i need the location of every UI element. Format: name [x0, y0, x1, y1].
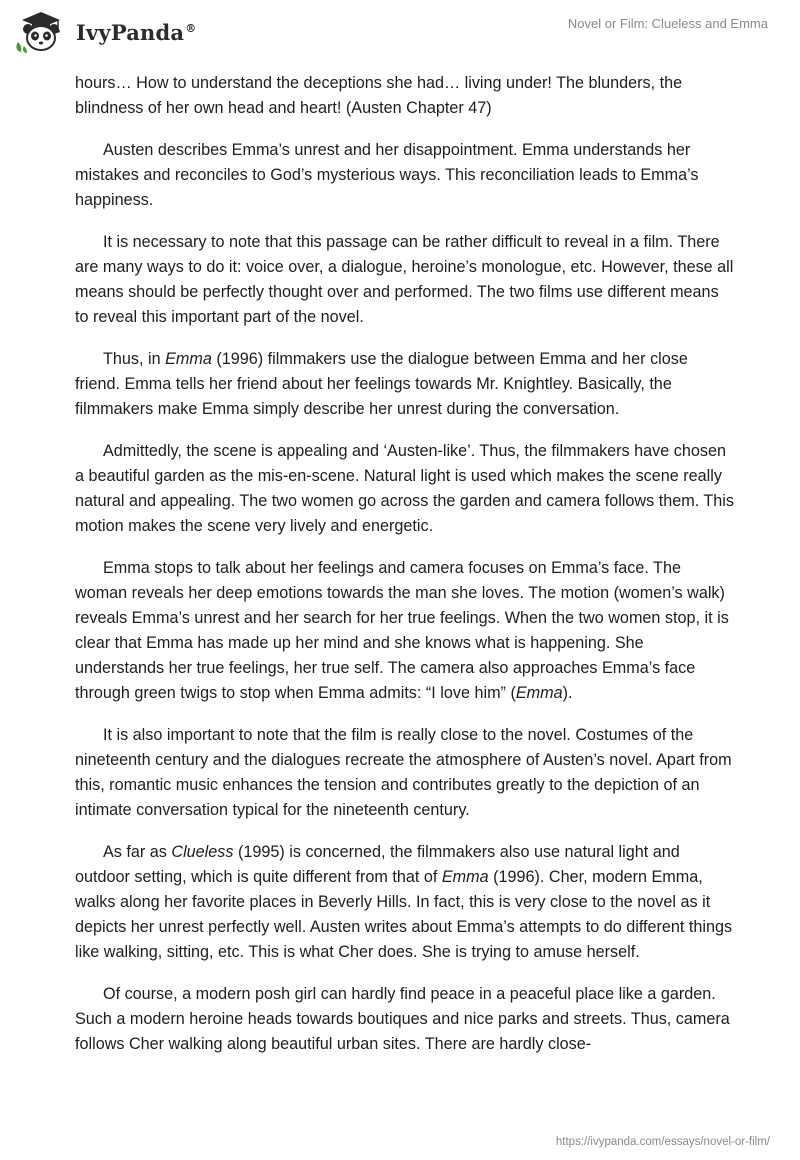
panda-graduate-icon [14, 10, 68, 54]
italic-title: Emma [441, 868, 489, 886]
essay-body [75, 71, 735, 1074]
registered-mark: ® [185, 21, 197, 35]
italic-title: Emma [515, 684, 563, 702]
paragraph-text: (1995) is concerned, the filmmakers also use natural light and outdoor setting, which is quite different from that of [75, 843, 680, 886]
ivypanda-logo[interactable] [14, 10, 196, 54]
paragraph-text: Emma stops to talk about her feelings and camera focuses on Emma’s face. The woman reveals her deep emotions towards the man she loves. The motion (women’s walk) reveals Emma’s unrest and her search for her true feelings. When the two women stop, it is clear that Emma has made up her mind and she knows what is happening. She understands her true feelings, her true self. The camera also approaches Emma’s face through green twigs to stop when Emma admits: “I love him” ( [75, 559, 729, 702]
paragraph-text: ). [562, 684, 573, 702]
paragraph-text: hours… How to understand the deceptions she had… living under! The blunders, the blindness of her own head and heart! (Austen Chapter 47) [75, 74, 683, 117]
body-paragraph [75, 230, 735, 330]
body-paragraph [75, 723, 735, 823]
body-paragraph [75, 347, 735, 422]
body-paragraph [75, 982, 735, 1057]
body-paragraph [75, 71, 735, 121]
paragraph-text: As far as [103, 843, 172, 861]
paragraph-text: (1996) filmmakers use the dialogue between Emma and her close friend. Emma tells her friend about her feelings towards Mr. Knightley. Basically, the filmmakers make Emma simply describe her unrest during the conversation. [75, 350, 688, 418]
italic-title: Emma [165, 350, 212, 368]
logo-text [76, 20, 196, 45]
paragraph-text: Thus, in [103, 350, 166, 368]
source-url[interactable]: https://ivypanda.com/essays/novel-or-film/ [555, 1136, 770, 1148]
logo-name: IvyPanda [76, 19, 185, 45]
paragraph-text: Admittedly, the scene is appealing and ‘Austen-like’. Thus, the filmmakers have chosen a beautiful garden as the mis-en-scene. Natural light is used which makes the scene really natural and appealing. The two women go across the garden and camera follows them. This motion makes the scene very lively and energetic. [75, 442, 734, 535]
document-title: Novel or Film: Clueless and Emma [567, 16, 768, 31]
paragraph-text: It is necessary to note that this passage can be rather difficult to reveal in a film. There are many ways to do it: voice over, a dialogue, heroine’s monologue, etc. However, these all means should be perfectly thought over and performed. The two films use different means to reveal this important part of the novel. [75, 233, 734, 326]
body-paragraph [75, 556, 735, 706]
paragraph-text: It is also important to note that the film is really close to the novel. Costumes of the nineteenth century and the dialogues recreate the atmosphere of Austen’s novel. Apart from this, romantic music enhances the tension and contributes greatly to the depiction of an intimate conversation typical for the nineteenth century. [75, 726, 732, 819]
body-paragraph [75, 138, 735, 213]
body-paragraph [75, 840, 735, 965]
paragraph-text: Austen describes Emma’s unrest and her disappointment. Emma understands her mistakes and reconciles to God’s mysterious ways. This reconciliation leads to Emma’s happiness. [75, 141, 699, 209]
page-header [0, 0, 800, 64]
paragraph-text: Of course, a modern posh girl can hardly find peace in a peaceful place like a garden. Such a modern heroine heads towards boutiques and nice parks and streets. Thus, camera follows Cher walking along beautiful urban sites. There are hardly close- [75, 985, 730, 1053]
italic-title: Clueless [171, 843, 234, 861]
body-paragraph [75, 439, 735, 539]
paragraph-text: (1996). Cher, modern Emma, walks along her favorite places in Beverly Hills. In fact, this is very close to the novel as it depicts her unrest perfectly well. Austen writes about Emma’s attempts to do different things like walking, sitting, etc. This is what Cher does. She is trying to amuse herself. [75, 868, 733, 961]
